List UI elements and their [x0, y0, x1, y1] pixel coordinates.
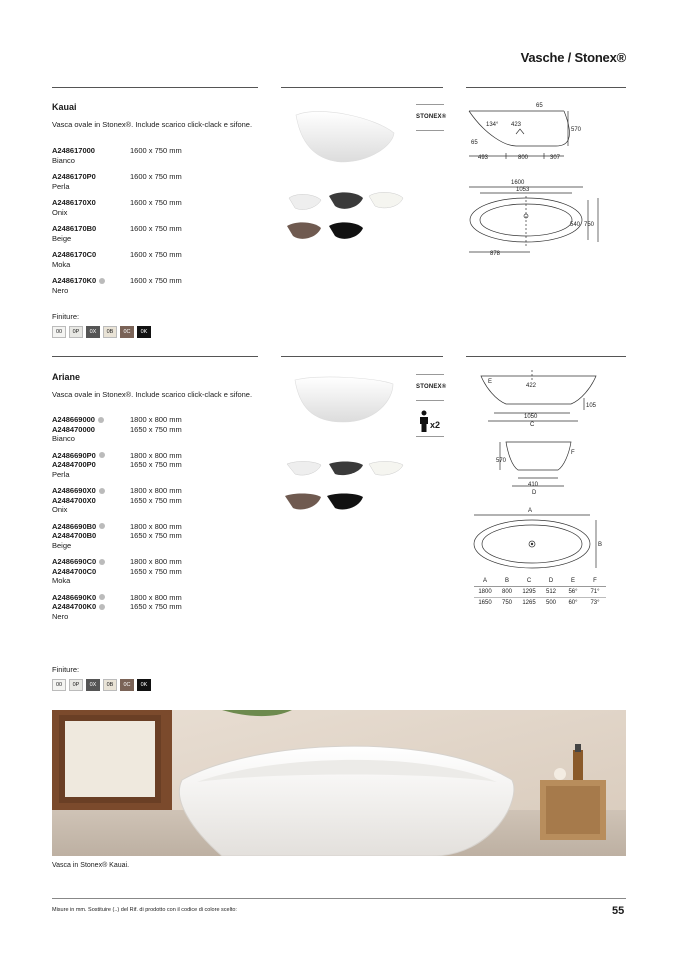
product-color: Nero [52, 285, 69, 295]
list-item [52, 198, 210, 217]
product-color: Perla [52, 181, 70, 191]
dim-label: 570 [571, 127, 582, 133]
new-badge-icon [98, 417, 104, 423]
table-row [474, 598, 606, 608]
table-cell: 800 [501, 589, 512, 595]
dim-label: C [530, 422, 535, 428]
new-badge-icon [99, 452, 105, 458]
table-cell: 1650 [478, 600, 492, 606]
ariane-dimension-table [474, 578, 606, 608]
product-code: A248470000 [52, 424, 95, 434]
bathtub-perla-image [289, 194, 321, 209]
list-item [52, 146, 210, 165]
product-size: 1650 x 750 mm [130, 602, 182, 611]
swatch-0k: 0K [137, 326, 151, 338]
dim-label: 493 [478, 155, 489, 161]
dim-label: 1050 [524, 414, 538, 420]
bathtub-beige-image [369, 461, 403, 475]
table-cell: 73° [590, 600, 600, 606]
finishes-label: Finiture: [52, 312, 80, 321]
table-cell: 500 [545, 600, 556, 606]
swatch-0k: 0K [137, 679, 151, 691]
dim-label: 1600 [511, 180, 525, 186]
dim-label: F [571, 450, 575, 456]
table-cell: 1800 [478, 589, 492, 595]
table-cell: 512 [545, 589, 556, 595]
ariane-title: Ariane [52, 372, 81, 382]
table-row [474, 587, 606, 598]
table-header-cell: A [482, 578, 487, 584]
divider [52, 898, 626, 899]
stonex-label: STONEX® [416, 114, 447, 120]
divider [281, 356, 443, 357]
product-size: 1650 x 750 mm [130, 531, 182, 540]
table-cell: 1265 [522, 600, 536, 606]
product-color: Bianco [52, 434, 75, 443]
new-badge-icon [99, 523, 105, 529]
list-item [52, 276, 210, 295]
new-badge-icon [99, 594, 105, 600]
list-item [52, 522, 210, 551]
bathtub-nero-image [329, 222, 363, 238]
kauai-description: Vasca ovale in Stonex®. Include scarico click-clack e sifone. [52, 120, 253, 129]
ariane-product-images [281, 370, 416, 520]
list-item [52, 415, 210, 444]
product-code: A2484700K0 [52, 602, 97, 611]
divider [416, 436, 444, 437]
new-badge-icon [99, 278, 105, 284]
table-cell: 60° [568, 600, 578, 606]
list-item [52, 451, 210, 480]
finishes-label: Finiture: [52, 665, 80, 674]
swatch-0c: 0C [120, 679, 134, 691]
product-code: A2486690B0 [52, 521, 97, 531]
divider [416, 104, 444, 105]
product-size: 1800 x 800 mm [130, 521, 182, 531]
product-code: A2486690K0 [52, 592, 97, 602]
swatch-0x: 0X [86, 679, 100, 691]
dim-label: 1053 [516, 187, 530, 193]
product-code: A2486170P0 [52, 172, 96, 181]
new-badge-icon [99, 559, 105, 565]
product-size: 1800 x 800 mm [130, 415, 182, 424]
product-code: A248617000 [52, 146, 95, 155]
divider [416, 400, 444, 401]
product-size: 1800 x 800 mm [130, 450, 182, 460]
product-code: A2484700B0 [52, 531, 97, 540]
bathtub-onix-image [329, 461, 363, 475]
ariane-description: Vasca ovale in Stonex®. Include scarico click-clack e sifone. [52, 390, 253, 399]
product-code: A2486170X0 [52, 198, 96, 207]
product-color: Bianco [52, 155, 75, 165]
swatch-0c: 0C [120, 326, 134, 338]
product-code: A2486690C0 [52, 557, 97, 566]
product-size: 1800 x 800 mm [130, 486, 182, 495]
product-code: A24866900​0 [52, 415, 95, 424]
page-number: 55 [612, 905, 625, 917]
photo-caption: Vasca in Stonex® Kauai. [52, 862, 130, 869]
table-header-cell: C [526, 578, 532, 584]
kauai-title: Kauai [52, 102, 77, 112]
swatch-0x: 0X [86, 326, 100, 338]
dim-label: 423 [511, 122, 522, 128]
dim-label: 750 [584, 222, 595, 228]
list-item [52, 172, 210, 191]
product-size: 1600 x 750 mm [130, 224, 182, 233]
kauai-code-list [52, 146, 210, 295]
product-size: 1650 x 750 mm [130, 424, 182, 434]
dim-label: A [528, 508, 533, 514]
list-item [52, 593, 210, 622]
new-badge-icon [99, 604, 105, 610]
table-header [474, 578, 606, 587]
bathtub-onix-image [329, 192, 363, 208]
dim-label: 800 [518, 155, 529, 161]
product-color: Moka [52, 259, 71, 269]
product-size: 1650 x 750 mm [130, 566, 182, 576]
product-size: 1800 x 800 mm [130, 592, 182, 602]
new-badge-icon [99, 488, 105, 494]
table-header-cell: D [548, 578, 554, 584]
dim-label: 65 [471, 140, 478, 146]
product-code: A2486690X0 [52, 486, 96, 495]
dim-label: E [488, 379, 493, 385]
dim-label: 540 [570, 222, 581, 228]
product-code: A2484700C0 [52, 566, 97, 576]
product-code: A2486170K0 [52, 276, 97, 285]
person-icon [418, 410, 430, 432]
dim-label: D [532, 490, 537, 496]
bathtub-moka-image [287, 222, 321, 238]
product-size: 1650 x 750 mm [130, 495, 182, 505]
bathtub-beige-image [369, 192, 403, 208]
divider [466, 87, 626, 88]
table-cell: 71° [590, 589, 600, 595]
product-code: A2486170B0 [52, 224, 97, 233]
swatch-00: 00 [52, 326, 66, 338]
product-size: 1600 x 750 mm [130, 198, 182, 207]
product-size: 1600 x 750 mm [130, 276, 182, 285]
product-size: 1600 x 750 mm [130, 172, 182, 181]
list-item [52, 557, 210, 586]
dim-label: 65 [536, 103, 543, 109]
kauai-finish-swatches [52, 326, 151, 338]
product-size: 1600 x 750 mm [130, 250, 182, 259]
page-title: Vasche / Stonex® [520, 50, 626, 65]
table-cell: 56° [568, 589, 578, 595]
divider [52, 356, 258, 357]
product-size: 1650 x 750 mm [130, 460, 182, 469]
kauai-technical-drawing [466, 96, 626, 266]
bathtub-moka-image [285, 493, 321, 509]
product-code: A2486690P0 [52, 450, 96, 460]
ariane-technical-drawing [466, 366, 626, 614]
divider [416, 374, 444, 375]
bathtub-nero-image [327, 493, 363, 509]
product-size: 1800 x 800 mm [130, 557, 182, 566]
swatch-0b: 0B [103, 679, 117, 691]
stonex-label: STONEX® [416, 384, 447, 390]
bathtub-white-image [295, 377, 393, 422]
dim-label: 134° [486, 122, 499, 128]
persons-count: x2 [430, 420, 441, 430]
bathtub-white-image [296, 111, 394, 162]
product-size: 1600 x 750 mm [130, 146, 182, 155]
dim-label: 570 [496, 458, 507, 464]
table-header-cell: F [593, 578, 597, 584]
kauai-product-images [281, 100, 416, 250]
ariane-code-list [52, 415, 210, 621]
bathtub-perla-image [287, 461, 321, 475]
dim-label: B [598, 542, 603, 548]
product-color: Beige [52, 233, 72, 243]
swatch-00: 00 [52, 679, 66, 691]
divider [52, 87, 258, 88]
dim-label: 307 [550, 155, 561, 161]
table-header-cell: E [570, 578, 575, 584]
divider [416, 130, 444, 131]
product-code: A2484700P0 [52, 460, 96, 469]
dim-label: 410 [528, 482, 539, 488]
divider [466, 356, 626, 357]
product-color: Beige [52, 540, 72, 550]
product-color: Perla [52, 469, 70, 479]
swatch-0p: 0P [69, 326, 83, 338]
product-color: Nero [52, 611, 69, 621]
swatch-0p: 0P [69, 679, 83, 691]
table-cell: 750 [501, 600, 512, 606]
product-color: Onix [52, 207, 68, 217]
swatch-0b: 0B [103, 326, 117, 338]
product-code: A2484700X0 [52, 495, 96, 505]
lifestyle-photo [52, 710, 626, 856]
list-item [52, 224, 210, 243]
dim-label: 878 [490, 251, 501, 257]
ariane-finish-swatches [52, 679, 151, 691]
product-color: Onix [52, 505, 68, 514]
dim-label: 105 [586, 403, 597, 409]
footer-note: Misure in mm. Sostituire (..) del Rif. di prodotto con il codice di colore scelto: [52, 907, 237, 913]
divider [281, 87, 443, 88]
table-cell: 1295 [522, 589, 536, 595]
product-code: A2486170C0 [52, 250, 97, 259]
list-item [52, 250, 210, 269]
product-color: Moka [52, 576, 71, 585]
list-item [52, 486, 210, 515]
table-header-cell: B [504, 578, 509, 584]
dim-label: 422 [526, 383, 537, 389]
